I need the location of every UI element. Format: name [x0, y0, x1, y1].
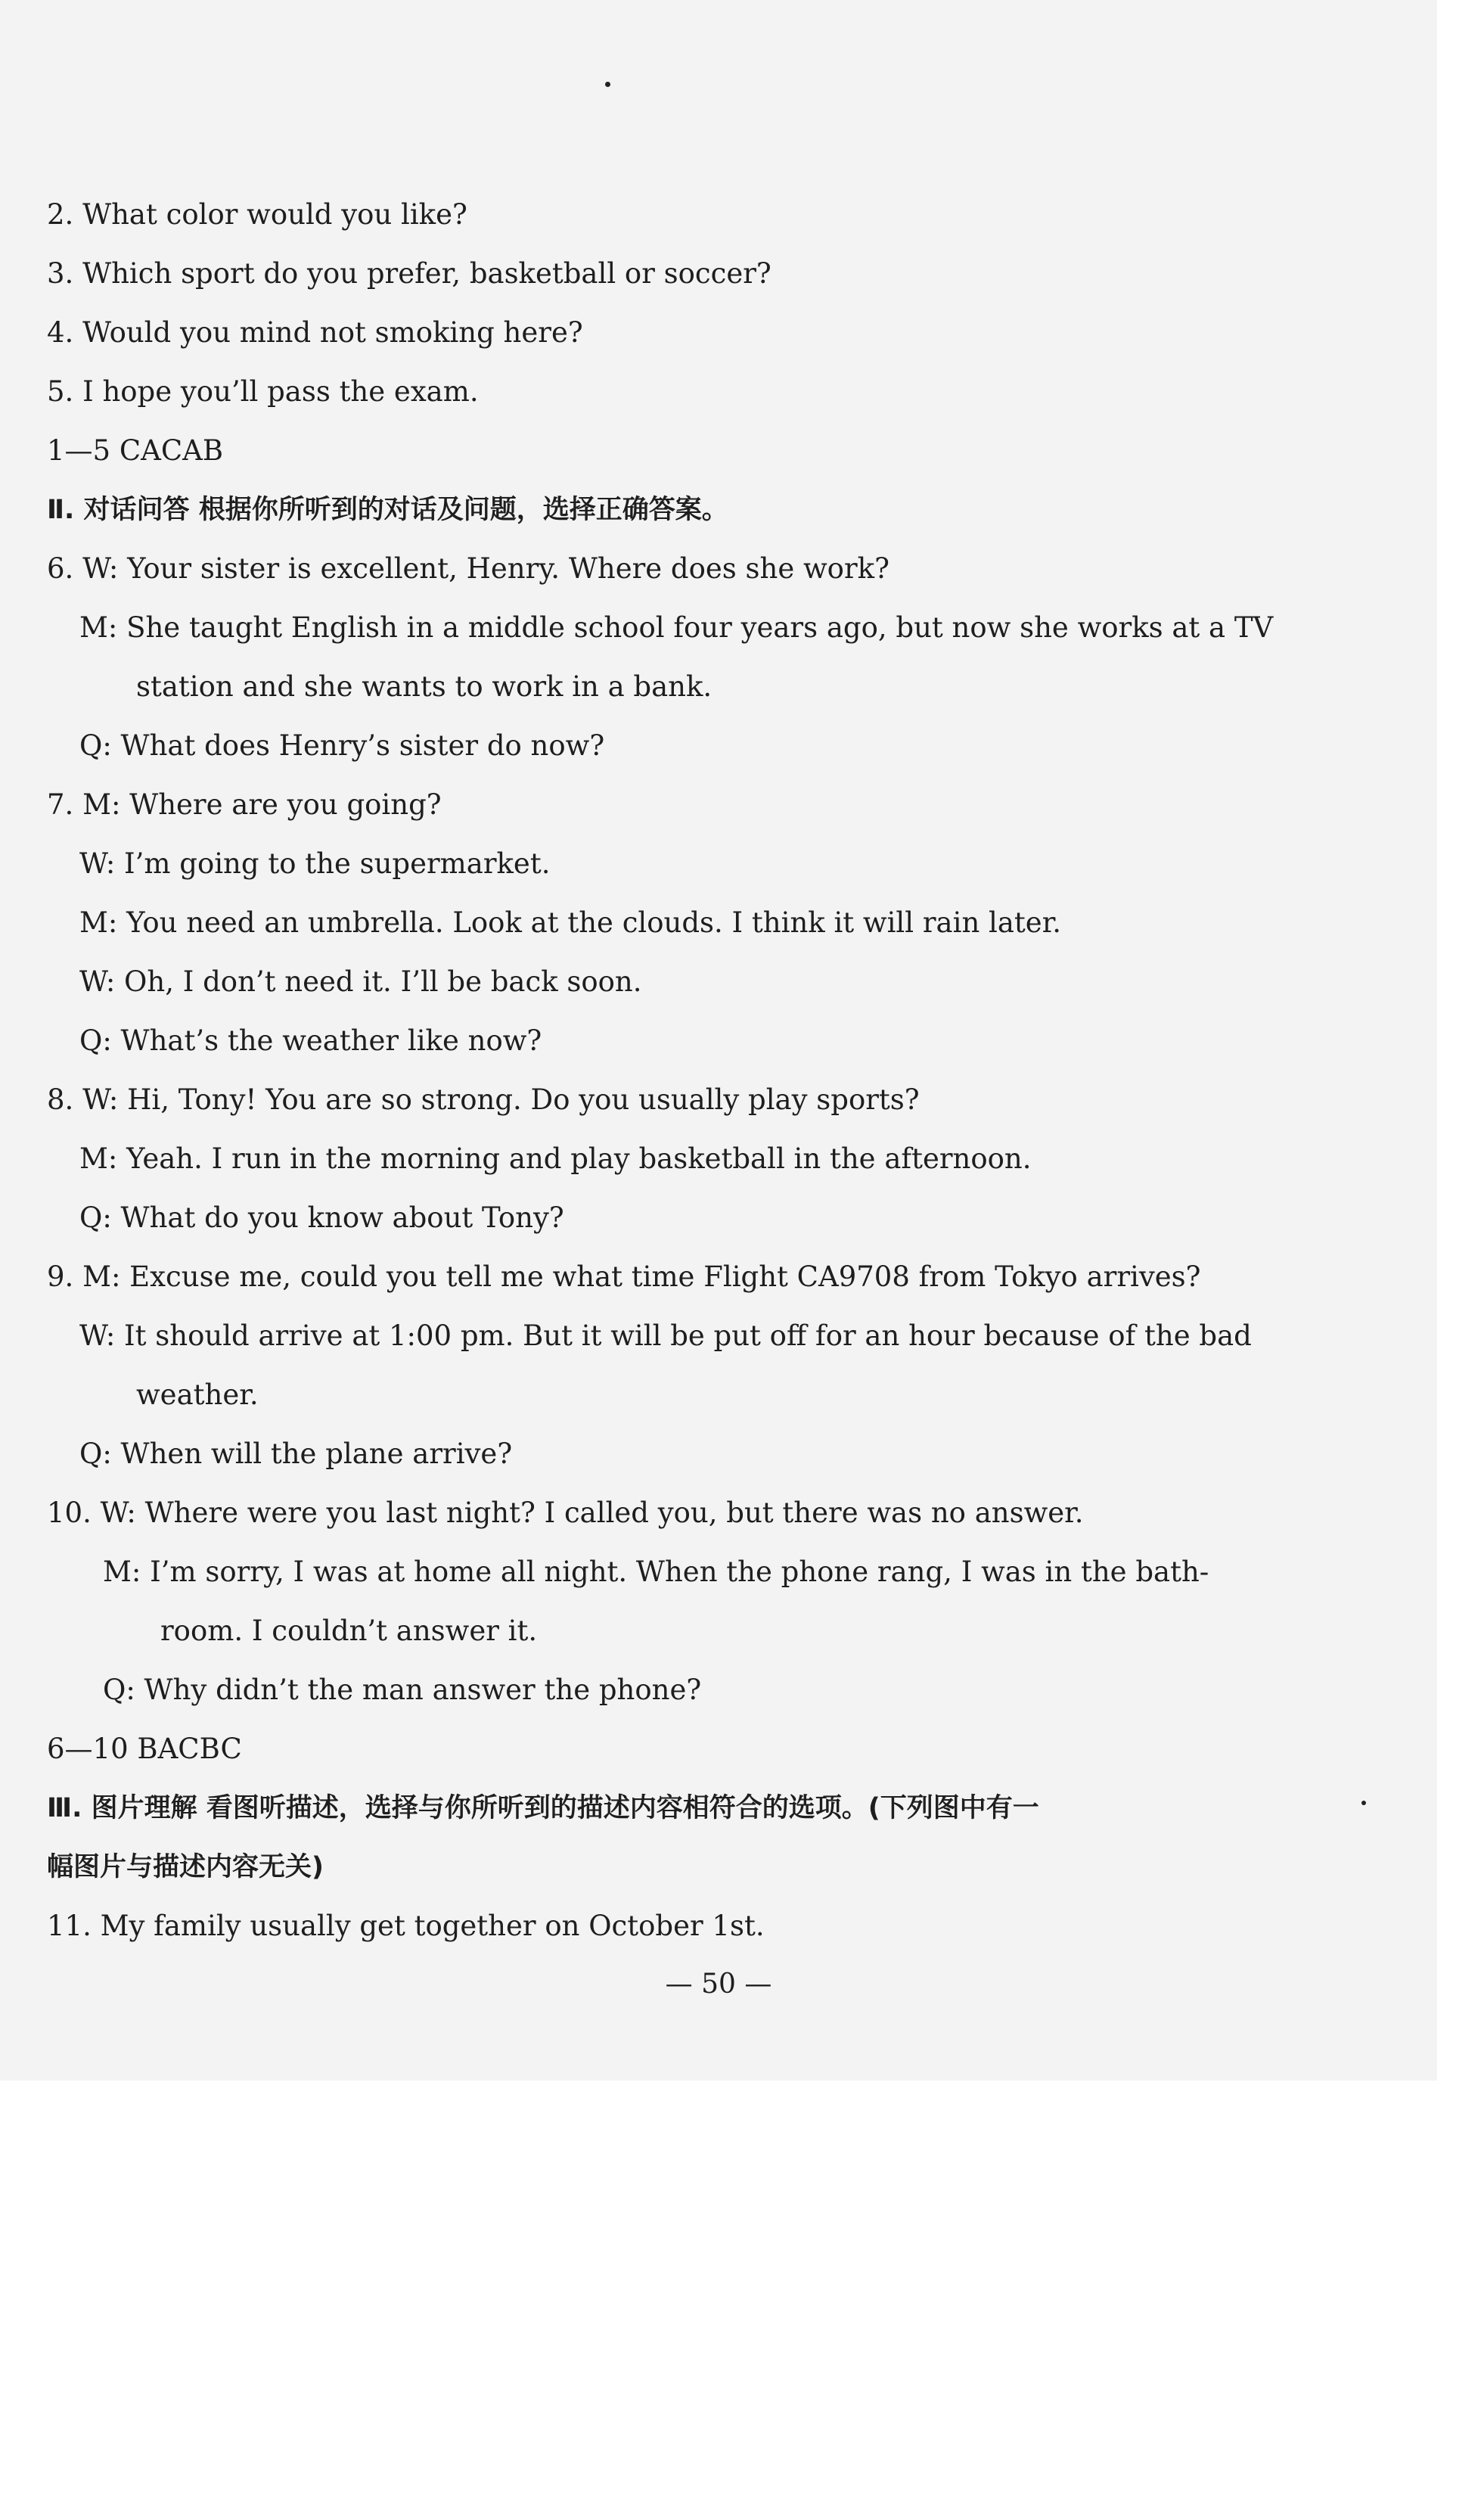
section-3-heading: Ⅲ. 图片理解 看图听描述，选择与你所听到的描述内容相符合的选项。(下列图中有一	[47, 1793, 1039, 1823]
dialogue-9-line: weather.	[136, 1378, 259, 1411]
page-number: — 50 —	[665, 1969, 772, 2000]
question-4: 4. Would you mind not smoking here?	[47, 316, 583, 349]
answers-1-5: 1—5 CACAB	[47, 434, 224, 467]
dialogue-10-line: 10. W: Where were you last night? I called you, but there was no answer.	[47, 1497, 1084, 1529]
dialogue-7-line: W: Oh, I don’t need it. I’ll be back soon.	[79, 965, 642, 998]
dialogue-6-question: Q: What does Henry’s sister do now?	[79, 729, 605, 762]
dialogue-9-line: 9. M: Excuse me, could you tell me what time Flight CA9708 from Tokyo arrives?	[47, 1260, 1201, 1293]
section-2-heading: Ⅱ. 对话问答 根据你所听到的对话及问题，选择正确答案。	[47, 495, 728, 525]
dialogue-8-line: 8. W: Hi, Tony! You are so strong. Do you usually play sports?	[47, 1083, 920, 1116]
question-3: 3. Which sport do you prefer, basketball or soccer?	[47, 257, 771, 290]
dialogue-6-line: M: She taught English in a middle school four years ago, but now she works at a TV	[79, 611, 1274, 644]
dialogue-6-line: station and she wants to work in a bank.	[136, 670, 713, 703]
dialogue-10-line: room. I couldn’t answer it.	[160, 1615, 538, 1647]
question-11: 11. My family usually get together on October 1st.	[47, 1910, 765, 1942]
dialogue-7-question: Q: What’s the weather like now?	[79, 1024, 542, 1057]
dialogue-7-line: W: I’m going to the supermarket.	[79, 847, 551, 880]
dialogue-10-question: Q: Why didn’t the man answer the phone?	[103, 1674, 702, 1706]
dialogue-10-line: M: I’m sorry, I was at home all night. When the phone rang, I was in the bath-	[103, 1556, 1209, 1588]
dialogue-7-line: M: You need an umbrella. Look at the clouds. I think it will rain later.	[79, 906, 1062, 939]
section-3-heading-cont: 幅图片与描述内容无关)	[47, 1852, 324, 1882]
dialogue-8-question: Q: What do you know about Tony?	[79, 1201, 564, 1234]
dialogue-9-line: W: It should arrive at 1:00 pm. But it will be put off for an hour because of the bad	[79, 1319, 1252, 1352]
question-2: 2. What color would you like?	[47, 198, 467, 231]
scan-speck	[605, 82, 610, 87]
answers-6-10: 6—10 BACBC	[47, 1733, 242, 1765]
dialogue-6-line: 6. W: Your sister is excellent, Henry. Where does she work?	[47, 552, 889, 585]
dialogue-8-line: M: Yeah. I run in the morning and play basketball in the afternoon.	[79, 1142, 1032, 1175]
dialogue-9-question: Q: When will the plane arrive?	[79, 1437, 513, 1470]
dialogue-7-line: 7. M: Where are you going?	[47, 788, 442, 821]
scan-speck	[1361, 1801, 1366, 1805]
question-5: 5. I hope you’ll pass the exam.	[47, 375, 479, 408]
